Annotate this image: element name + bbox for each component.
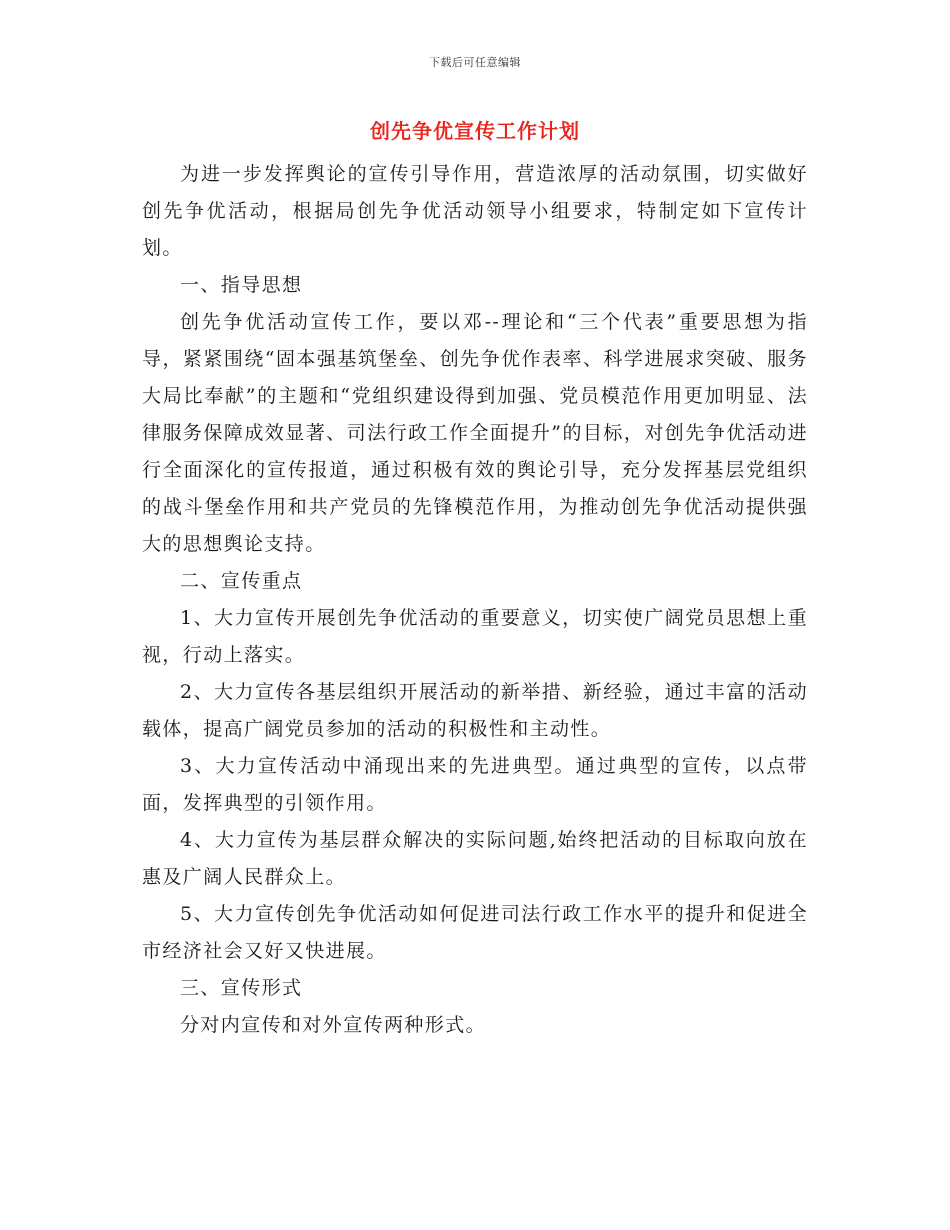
list-item-focus-4: 4、大力宣传为基层群众解决的实际问题,始终把活动的目标取向放在惠及广阔人民群众上。 [142, 829, 808, 888]
list-item-focus-2: 2、大力宣传各基层组织开展活动的新举措、新经验，通过丰富的活动载体，提高广阔党员参加的活动的积极性和主动性。 [142, 681, 808, 740]
paragraph-intro: 为进一步发挥舆论的宣传引导作用，营造浓厚的活动氛围，切实做好创先争优活动，根据局创先争优活动领导小组要求，特制定如下宣传计划。 [142, 163, 808, 259]
list-item-focus-1: 1、大力宣传开展创先争优活动的重要意义，切实使广阔党员思想上重视，行动上落实。 [142, 607, 808, 666]
document-body [142, 156, 808, 1044]
list-item-focus-3: 3、大力宣传活动中涌现出来的先进典型。通过典型的宣传，以点带面，发挥典型的引领作用。 [142, 755, 808, 814]
paragraph-publicity-form: 分对内宣传和对外宣传两种形式。 [180, 1014, 487, 1036]
section-heading-publicity-focus: 二、宣传重点 [180, 570, 303, 592]
list-item-focus-5: 5、大力宣传创先争优活动如何促进司法行政工作水平的提升和促进全市经济社会又好又快进展。 [142, 903, 808, 962]
document-title: 创先争优宣传工作计划 [370, 119, 580, 143]
paragraph-guiding-ideology: 创先争优活动宣传工作，要以邓--理论和“三个代表”重要思想为指导，紧紧围绕“固本强基筑堡垒、创先争优作表率、科学进展求突破、服务大局比奉献”的主题和“党组织建设得到加强、党员模范作用更加明显、法律服务保障成效显著、司法行政工作全面提升”的目标，对创先争优活动进行全面深化的宣传报道，通过积极有效的舆论引导，充分发挥基层党组织的战斗堡垒作用和共产党员的先锋模范作用，为推动创先争优活动提供强大的思想舆论支持。 [142, 311, 808, 555]
section-heading-guiding-ideology: 一、指导思想 [180, 274, 303, 296]
header-note: 下载后可任意编辑 [429, 56, 521, 69]
section-heading-publicity-form: 三、宣传形式 [180, 977, 303, 999]
